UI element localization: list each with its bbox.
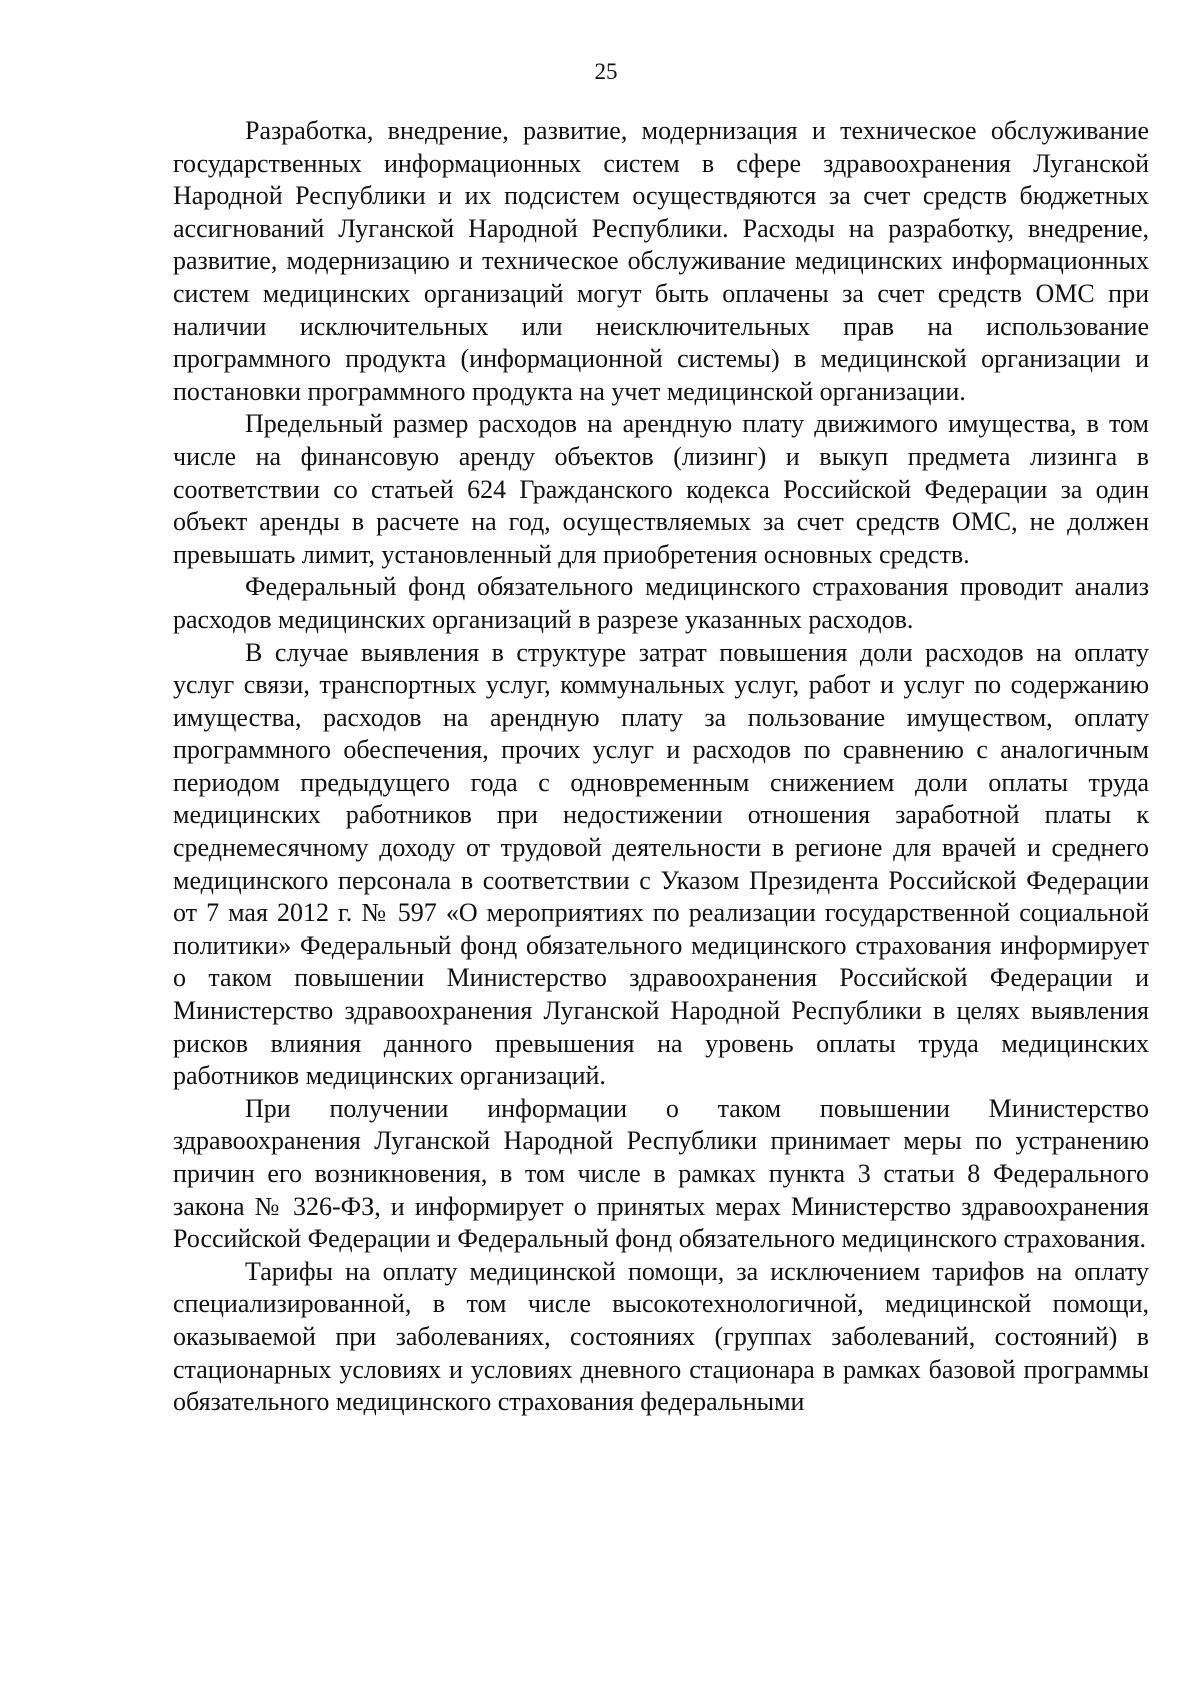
paragraph-expense-analysis: Федеральный фонд обязательного медицинского страхования проводит анализ расходов медицинских организаций в разрезе указанных расходов. xyxy=(173,572,1149,634)
document-body xyxy=(173,115,1149,1419)
paragraph-ministry-measures: При получении информации о таком повышении Министерство здравоохранения Луганской Народной Республики принимает меры по устранению причин его возникновения, в том числе в рамках пункта 3 статьи 8 Федерального закона № 326-ФЗ, и информирует о принятых мерах Министерство здравоохранения Российской Федерации и Федеральный фонд обязательного медицинского страхования. xyxy=(173,1093,1149,1254)
paragraph-information-systems: Разработка, внедрение, развитие, модернизация и техническое обслуживание государственных информационных систем в сфере здравоохранения Луганской Народной Республики и их подсистем осуществдяются за счет средств бюджетных ассигнований Луганской Народной Республики. Расходы на разработку, внедрение, развитие, модернизацию и техническое обслуживание медицинских информационных систем медицинских организаций могут быть оплачены за счет средств ОМС при наличии исключительных или неисключительных прав на использование программного продукта (информационной системы) в медицинской организации и постановки программного продукта на учет медицинской организации. xyxy=(173,116,1149,406)
paragraph-cost-increase-notification: В случае выявления в структуре затрат повышения доли расходов на оплату услуг связи, транспортных услуг, коммунальных услуг, работ и услуг по содержанию имущества, расходов на арендную плату за пользование имуществом, оплату программного обеспечения, прочих услуг и расходов по сравнению с аналогичным периодом предыдущего года с одновременным снижением доли оплаты труда медицинских работников при недостижении отношения заработной платы к среднемесячному доходу от трудовой деятельности в регионе для врачей и среднего медицинского персонала в соответствии с Указом Президента Российской Федерации от 7 мая 2012 г. № 597 «О мероприятиях по реализации государственной социальной политики» Федеральный фонд обязательного медицинского страхования информирует о таком повышении Министерство здравоохранения Российской Федерации и Министерство здравоохранения Луганской Народной Республики в целях выявления рисков влияния данного превышения на уровень оплаты труда медицинских работников медицинских организаций. xyxy=(173,637,1149,1091)
paragraph-medical-tariffs: Тарифы на оплату медицинской помощи, за исключением тарифов на оплату специализированной, в том числе высокотехнологичной, медицинской помощи, оказываемой при заболеваниях, состояниях (группах заболеваний, состояний) в стационарных условиях и условиях дневного стационара в рамках базовой программы обязательного медицинского страхования федеральными xyxy=(173,1256,1149,1417)
page-number: 25 xyxy=(594,59,618,84)
paragraph-leasing-limit: Предельный размер расходов на арендную плату движимого имущества, в том числе на финансовую аренду объектов (лизинг) и выкуп предмета лизинга в соответствии со статьей 624 Гражданского кодекса Российской Федерации за один объект аренды в расчете на год, осуществляемых за счет средств ОМС, не должен превышать лимит, установленный для приобретения основных средств. xyxy=(173,409,1149,569)
